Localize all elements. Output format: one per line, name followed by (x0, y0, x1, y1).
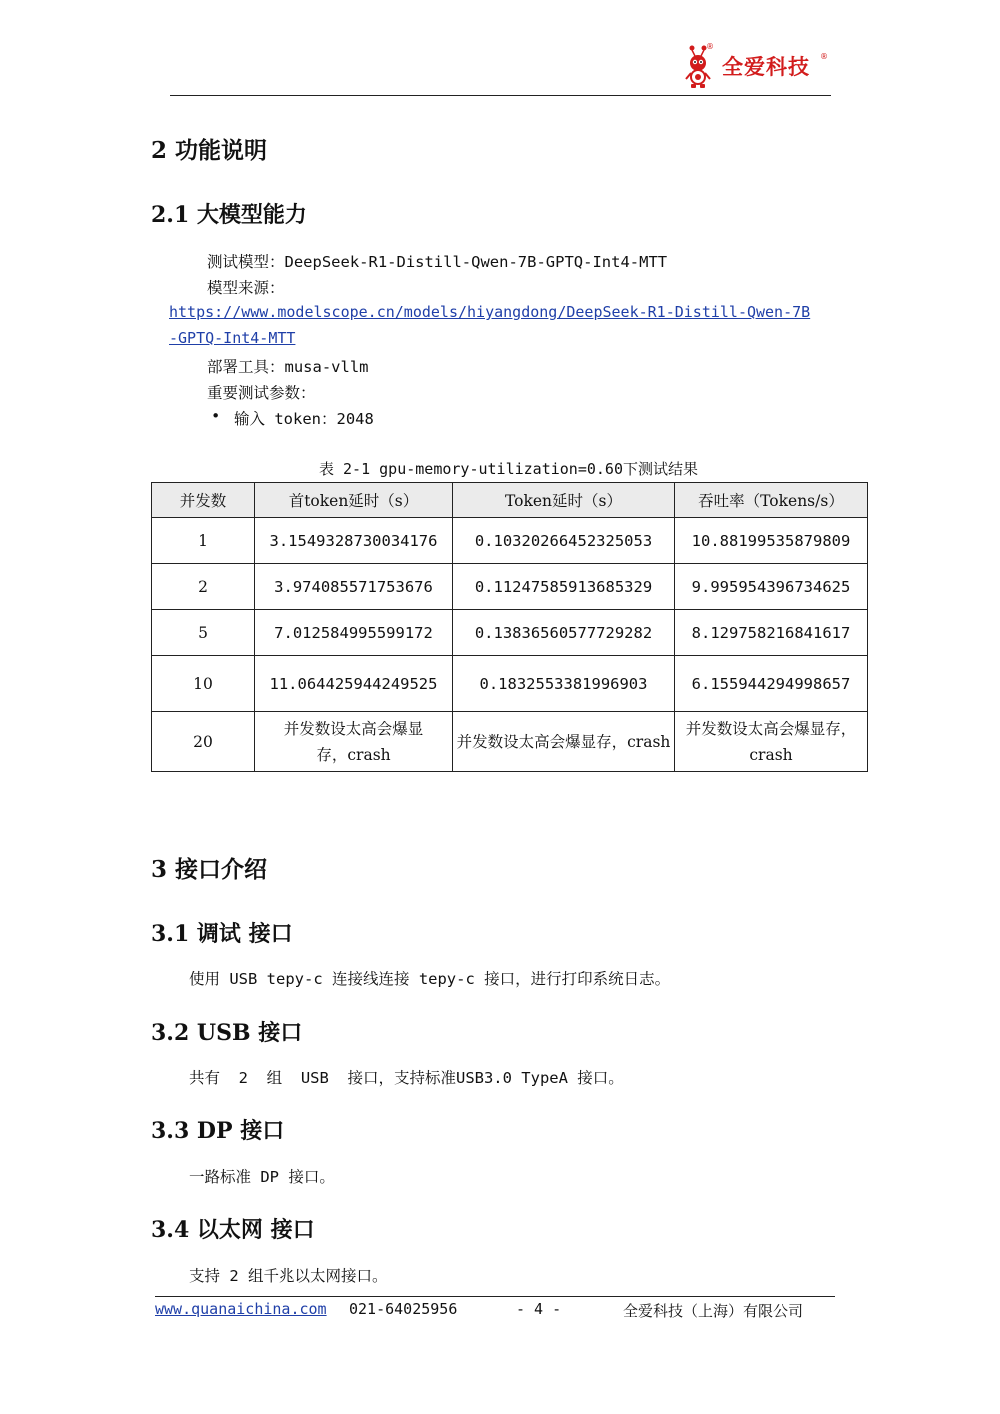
table-cell: 6.155944294998657 (675, 656, 868, 712)
section-3-3-text: 一路标准 DP 接口。 (189, 1168, 335, 1186)
section-3-heading: 3 接口介绍 (151, 856, 268, 883)
brand-name: 全爱科技 (722, 55, 810, 79)
col-header-throughput: 吞吐率（Tokens/s） (675, 483, 868, 518)
test-params-label: 重要测试参数： (207, 384, 316, 402)
section-2-heading: 2 功能说明 (151, 137, 268, 164)
table-cell: 8.129758216841617 (675, 610, 868, 656)
input-token-param: 输入 token：2048 (234, 410, 374, 428)
table-cell: 并发数设太高会爆显存，crash (675, 712, 868, 772)
deploy-tool-line: 部署工具：musa-vllm (207, 358, 369, 376)
table-row (152, 656, 868, 712)
table-cell: 9.995954396734625 (675, 564, 868, 610)
footer-company: 全爱科技（上海）有限公司 (623, 1302, 804, 1320)
section-3-1-text: 使用 USB tepy-c 连接线连接 tepy-c 接口，进行打印系统日志。 (189, 970, 671, 988)
table-row (152, 712, 868, 772)
section-3-1-heading: 3.1 调试 接口 (151, 921, 293, 947)
section-3-2-heading: 3.2 USB 接口 (151, 1020, 303, 1046)
model-source-link-cont[interactable]: -GPTQ-Int4-MTT (169, 329, 296, 347)
table-cell: 10.88199535879809 (675, 518, 868, 564)
results-table (151, 482, 868, 772)
header-divider (170, 95, 831, 96)
section-3-3-heading: 3.3 DP 接口 (151, 1118, 285, 1144)
table-cell: 10 (152, 656, 255, 712)
section-3-2-text: 共有 2 组 USB 接口，支持标准USB3.0 TypeA 接口。 (189, 1069, 624, 1087)
table-cell: 并发数设太高会爆显存，crash (453, 712, 675, 772)
table-caption: 表 2-1 gpu-memory-utilization=0.60下测试结果 (319, 460, 698, 478)
table-header-row (152, 483, 868, 518)
table-cell: 0.11247585913685329 (453, 564, 675, 610)
registered-mark: ® (706, 42, 714, 51)
footer-page-number: - 4 - (516, 1300, 562, 1318)
company-logo (682, 42, 832, 90)
table-cell: 3.1549328730034176 (255, 518, 453, 564)
col-header-first-token-latency: 首token延时（s） (255, 483, 453, 518)
table-cell: 1 (152, 518, 255, 564)
table-cell: 并发数设太高会爆显存，crash (255, 712, 453, 772)
col-header-token-latency: Token延时（s） (453, 483, 675, 518)
section-3-4-text: 支持 2 组千兆以太网接口。 (189, 1267, 388, 1285)
model-source-label: 模型来源： (207, 279, 285, 297)
table-cell: 20 (152, 712, 255, 772)
table-cell: 0.13836560577729282 (453, 610, 675, 656)
table-row (152, 564, 868, 610)
registered-mark-2: ® (820, 52, 828, 61)
table-cell: 0.10320266452325053 (453, 518, 675, 564)
table-row (152, 610, 868, 656)
table-cell: 0.1832553381996903 (453, 656, 675, 712)
section-2-1-heading: 2.1 大模型能力 (151, 202, 307, 228)
table-row (152, 518, 868, 564)
footer-phone: 021-64025956 (349, 1300, 458, 1318)
footer-website-link[interactable]: www.quanaichina.com (155, 1300, 327, 1318)
table-cell: 5 (152, 610, 255, 656)
table-cell: 3.974085571753676 (255, 564, 453, 610)
table-cell: 2 (152, 564, 255, 610)
bullet-marker: • (211, 407, 221, 425)
footer-divider (155, 1296, 835, 1297)
table-cell: 7.012584995599172 (255, 610, 453, 656)
table-cell: 11.064425944249525 (255, 656, 453, 712)
section-3-4-heading: 3.4 以太网 接口 (151, 1217, 315, 1243)
model-source-link[interactable]: https://www.modelscope.cn/models/hiyangdong/DeepSeek-R1-Distill-Qwen-7B (169, 303, 811, 321)
col-header-concurrency: 并发数 (152, 483, 255, 518)
test-model-line: 测试模型：DeepSeek-R1-Distill-Qwen-7B-GPTQ-Int4-MTT (207, 253, 668, 271)
